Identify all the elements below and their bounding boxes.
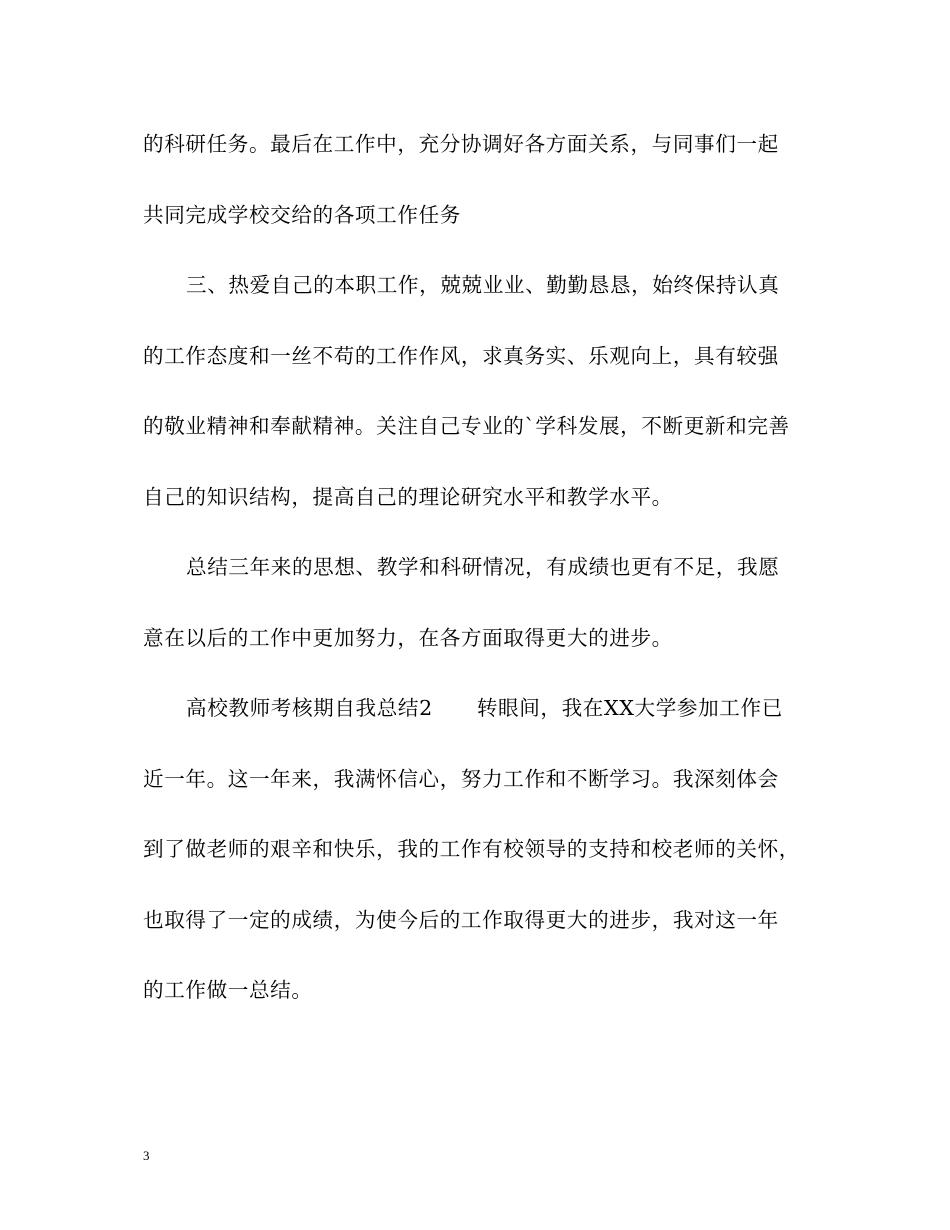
paragraph-start-line: 总结三年来的思想、教学和科研情况，有成绩也更有不足，我愿 — [186, 555, 780, 579]
text-line: 到了做老师的艰辛和快乐，我的工作有校领导的支持和校老师的关怀， — [143, 837, 801, 861]
section-heading-text: 转眼间，我在XX大学参加工作已 — [476, 696, 783, 720]
document-body — [143, 124, 823, 1041]
text-line: 的工作做一总结。 — [143, 978, 313, 1002]
text-line: 近一年。这一年来，我满怀信心，努力工作和不断学习。我深刻体会 — [143, 766, 779, 791]
paragraph-start-line: 三、热爱自己的本职工作，兢兢业业、勤勤恳恳，始终保持认真 — [186, 273, 780, 297]
text-line: 的敬业精神和奉献精神。关注自己专业的`学科发展，不断更新和完善 — [143, 414, 790, 438]
section-heading-title: 高校教师考核期自我总结2 — [186, 696, 433, 720]
text-line: 也取得了一定的成绩，为使今后的工作取得更大的进步，我对这一年 — [143, 907, 779, 932]
text-line: 意在以后的工作中更加努力，在各方面取得更大的进步。 — [143, 625, 673, 650]
section-heading-line — [143, 688, 823, 759]
text-line: 的工作态度和一丝不苟的工作作风，求真务实、乐观向上，具有较强 — [143, 343, 779, 368]
text-line: 的科研任务。最后在工作中，充分协调好各方面关系，与同事们一起 — [143, 132, 779, 156]
text-line: 共同完成学校交给的各项工作任务 — [143, 202, 461, 227]
text-line: 自己的知识结构，提高自己的理论研究水平和教学水平。 — [143, 484, 673, 509]
page-number: 3 — [143, 1148, 150, 1163]
